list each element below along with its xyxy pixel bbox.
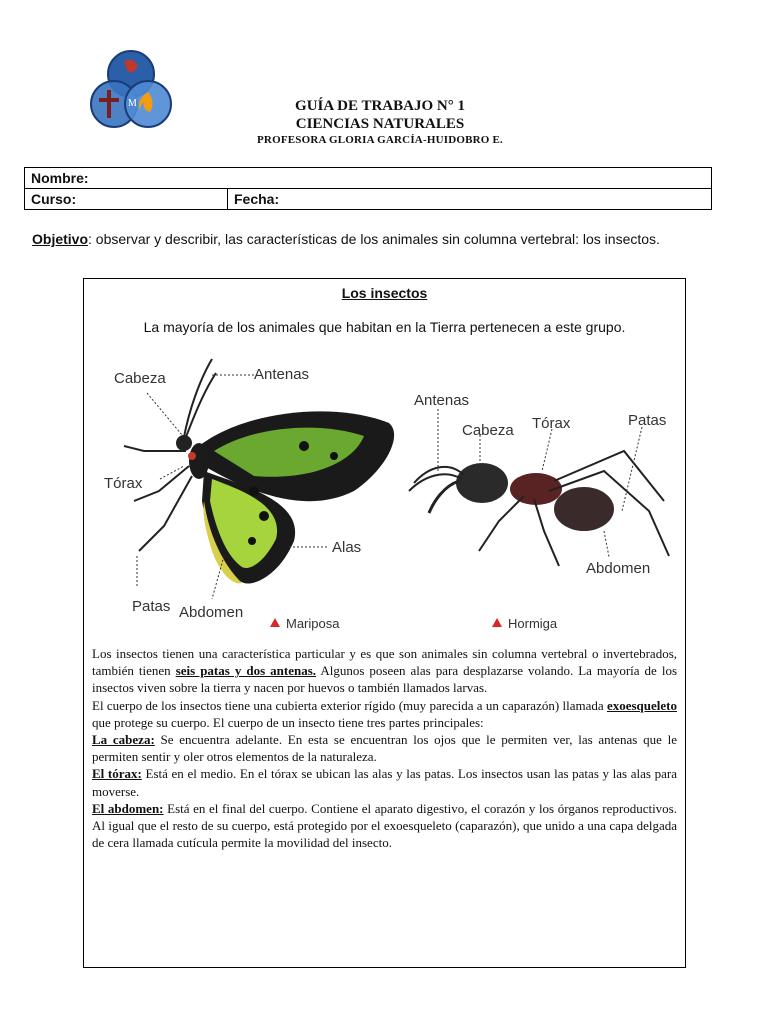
ant-label-torax: Tórax <box>532 415 571 432</box>
six-legs-two-antennae: seis patas y dos antenas. <box>175 663 317 679</box>
butterfly-caption: Mariposa <box>286 616 340 631</box>
butterfly-label-patas: Patas <box>132 598 171 615</box>
butterfly-label-alas: Alas <box>332 539 362 556</box>
butterfly-label-abdomen: Abdomen <box>179 604 244 621</box>
paragraph-abdomen: El abdomen: Está en el final del cuerpo. Contiene el aparato digestivo, el corazón y los órganos reproductivos. Al igual que el resto de su cuerpo, está protegido por el exoesqueleto (caparazón), que unido a una capa delgada de cera llamada cutícula permite la movilidad del insecto. <box>92 800 677 851</box>
ant-caption: Hormiga <box>508 616 558 631</box>
paragraph-head: La cabeza: Se encuentra adelante. En esta se encuentran los ojos que le permiten ver, las antenas que le permiten sentir y oler otros elementos de la naturaleza. <box>92 732 677 765</box>
teacher-name: PROFESORA GLORIA GARCÍA-HUIDOBRO E. <box>257 134 503 146</box>
guide-title: GUÍA DE TRABAJO N° 1 <box>295 98 465 114</box>
name-field[interactable]: Nombre: <box>25 168 712 189</box>
ant-label-antenas: Antenas <box>414 392 470 409</box>
butterfly-label-torax: Tórax <box>104 475 143 492</box>
school-logo <box>88 48 174 132</box>
box-title: Los insectos <box>341 285 428 301</box>
paragraph-2: El cuerpo de los insectos tiene una cubierta exterior rígido (muy parecida a un caparazón) llamada exoesqueleto que protege su cuerpo. El cuerpo de un insecto tiene tres partes principales: <box>92 697 677 730</box>
date-field[interactable]: Fecha: <box>228 189 712 210</box>
svg-text:M: M <box>128 98 137 109</box>
abdomen-term: El abdomen: <box>92 800 164 816</box>
course-field[interactable]: Curso: <box>25 189 228 210</box>
butterfly-label-cabeza: Cabeza <box>114 370 166 387</box>
ant-label-patas: Patas <box>628 412 667 429</box>
butterfly-label-antenas: Antenas <box>254 366 310 383</box>
box-intro: La mayoría de los animales que habitan en la Tierra pertenecen a este grupo. <box>143 319 626 335</box>
paragraph-1: Los insectos tienen una característica particular y es que son animales sin columna vertebral o invertebrados, también tienen seis patas y dos antenas. Algunos poseen alas para desplazarse volando. La mayoría de los insectos viven sobre la tierra y nacen por huevos o también llamados larvas. <box>92 646 678 696</box>
thorax-term: El tórax: <box>92 766 142 782</box>
head-term: La cabeza: <box>92 732 155 748</box>
paragraph-thorax: El tórax: Está en el medio. En el tórax se ubican las alas y las patas. Los insectos usan las patas y las alas para moverse. <box>92 766 677 799</box>
subject-title: CIENCIAS NATURALES <box>295 116 465 132</box>
objective <box>32 231 660 247</box>
insects-box <box>83 278 686 968</box>
insects-description <box>92 645 677 851</box>
student-info-table <box>24 167 712 210</box>
exoskeleton-term: exoesqueleto <box>606 697 677 713</box>
ant-label-abdomen: Abdomen <box>586 560 651 577</box>
ant-caption-marker <box>492 618 502 627</box>
objective-label: Objetivo <box>32 231 89 247</box>
ant-illustration <box>409 451 669 566</box>
butterfly-caption-marker <box>270 618 280 627</box>
ant-label-cabeza: Cabeza <box>462 422 514 439</box>
objective-text: : observar y describir, las características de los animales sin columna vertebral: los insectos. <box>88 231 660 247</box>
insect-anatomy-figure <box>104 351 684 641</box>
